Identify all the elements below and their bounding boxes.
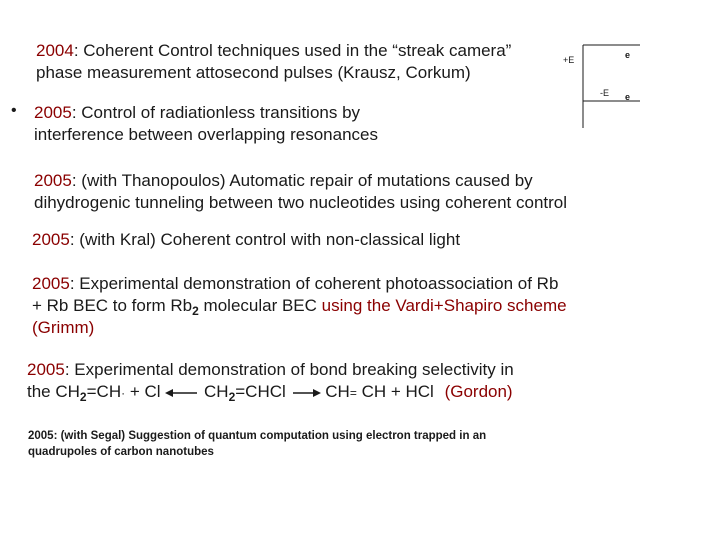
item-text-end: pulses (Krausz, Corkum) <box>278 63 471 82</box>
item-2005-nonclassical-light: 2005: (with Kral) Coherent control with non-classical light <box>32 230 461 249</box>
reaction-product: CH <box>204 382 229 401</box>
item-2004-streak-camera: 2004: Coherent Control techniques used in the “streak camera” phase measurement attosecond pulses (Krausz, Corkum) <box>36 41 512 82</box>
item-year: 2005 <box>32 274 70 293</box>
item-text: 2005: (with Segal) Suggestion of quantum computation using electron trapped in an quadrupoles of carbon nanotubes <box>28 430 487 458</box>
reaction-reactant-cl: + Cl <box>125 382 161 401</box>
item-text: (with Kral) Coherent control with non-classical light <box>79 230 461 249</box>
right-arrow-icon <box>291 387 321 399</box>
reaction-product-b: =CHCl <box>235 382 286 401</box>
left-arrow-icon <box>165 387 199 399</box>
reaction-product-2b: CH + HCl <box>356 382 434 401</box>
item-subscript: 2 <box>192 304 199 318</box>
item-year: 2005 <box>34 103 72 122</box>
electron-label-top: e <box>625 50 631 60</box>
reaction-reactant-b: =CH <box>86 382 122 401</box>
item-year: 2004 <box>36 41 74 60</box>
electron-label-bottom: e <box>625 92 631 102</box>
item-text-a: Experimental demonstration of bond breaking selectivity in <box>74 360 514 379</box>
item-text: Coherent Control techniques used in the “streak camera” phase measurement <box>36 41 512 82</box>
item-2005-mutation-repair: 2005: (with Thanopoulos) Automatic repair of mutations caused by dihydrogenic tunneling between two nucleotides using coherent control <box>34 171 568 212</box>
minus-e-label: -E <box>600 88 609 98</box>
item-text-a: Experimental demonstration of coherent photoassociation of Rb + Rb BEC to form Rb <box>32 274 559 315</box>
double-bond: = <box>349 386 357 400</box>
item-text-c: using the Vardi+Shapiro scheme (Grimm) <box>32 296 567 337</box>
item-2005-quantum-computation <box>28 428 558 460</box>
item-text-b: molecular BEC <box>198 296 322 315</box>
item-year: 2005 <box>27 360 65 379</box>
item-2005-bond-breaking: 2005: Experimental demonstration of bond breaking selectivity in the $CH_2=CH\cdot + Cl$ $CH_2=CHCl$ CH= CH + HCl (Gordon) <box>27 360 514 404</box>
item-text: Control of radiationless transitions by interference between overlapping resonances <box>34 103 379 144</box>
radical-dot: · <box>121 386 126 400</box>
item-credit: (Gordon) <box>444 382 513 401</box>
energy-level-diagram <box>545 40 645 130</box>
item-text: (with Thanopoulos) Automatic repair of mutations caused by dihydrogenic tunneling between two nucleotides using coherent control <box>34 171 568 212</box>
reaction-reactant: the CH <box>27 382 80 401</box>
bullet-marker: • <box>11 102 17 119</box>
item-2005-photoassociation: 2005: Experimental demonstration of coherent photoassociation of Rb + Rb BEC to form $Rb_2$ molecular BEC using the Vardi+Shapiro scheme (Grimm) <box>32 274 567 337</box>
reaction-product-2: CH <box>325 382 350 401</box>
item-2005-radiationless: 2005: Control of radiationless transitions by interference between overlapping resonances <box>34 103 379 144</box>
plus-e-label: +E <box>563 55 575 65</box>
item-year: 2005 <box>34 171 72 190</box>
item-text-attosecond: attosecond <box>195 63 279 82</box>
item-year: 2005 <box>32 230 70 249</box>
reaction-subscript: 2 <box>79 390 87 404</box>
reaction-subscript: 2 <box>228 390 236 404</box>
